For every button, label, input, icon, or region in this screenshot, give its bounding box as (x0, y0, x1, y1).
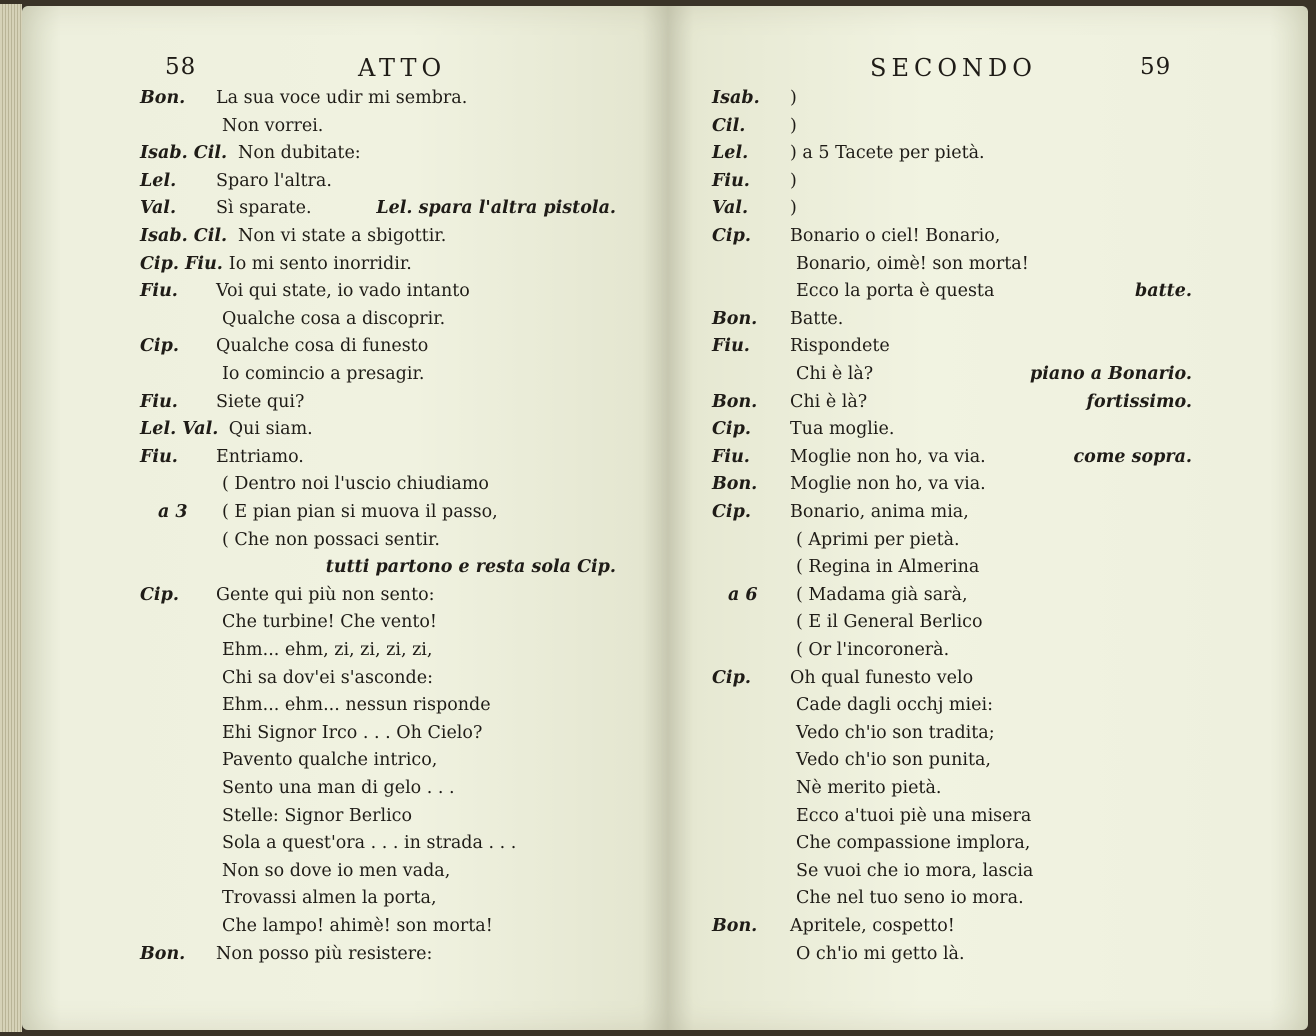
stage-direction: batte. (1135, 281, 1192, 302)
verse-line: Sparo l'altra. (216, 170, 332, 191)
verse-line: Qualche cosa di funesto (216, 336, 429, 357)
speaker-label: Cip. (712, 667, 751, 688)
speaker-label: Cip. (712, 419, 751, 440)
verse-line: Voi qui state, io vado intanto (216, 281, 470, 302)
verse-line: ( Aprimi per pietà. (796, 529, 960, 550)
ensemble-mark: a 3 (158, 502, 188, 522)
verse-line: Trovassi almen la porta, (222, 888, 437, 909)
running-head: SECONDO (870, 54, 1037, 82)
verse-line: Apritele, cospetto! (790, 916, 955, 936)
verse-line: Bonario, anima mia, (790, 502, 969, 522)
verse-line: ( Dentro noi l'uscio chiudiamo (222, 474, 489, 495)
speaker-label: Fiu. (140, 281, 178, 302)
verse-line: ) (790, 88, 797, 108)
speaker-label: Cip. (712, 226, 751, 246)
speaker-label: Isab. Cil. (140, 226, 228, 246)
verse-line: ) (790, 170, 797, 191)
verse-line: Che nel tuo seno io mora. (796, 888, 1024, 909)
speaker-label: Isab. (712, 88, 760, 108)
verse-line: Che turbine! Che vento! (222, 612, 437, 633)
verse-line: Che compassione implora, (796, 833, 1031, 854)
verse-line: Ecco la porta è questa (796, 281, 995, 302)
verse-line: Gente qui più non sento: (216, 584, 435, 605)
verse-line: Chi sa dov'ei s'asconde: (222, 667, 434, 688)
verse-line: ( Regina in Almerina (796, 557, 980, 578)
speaker-label: Cip. Fiu. (140, 253, 223, 274)
speaker-label: Val. (140, 198, 177, 219)
verse-line: Non so dove io men vada, (222, 860, 451, 881)
verse-line: Ecco a'tuoi piè una misera (796, 805, 1032, 826)
verse-line: Io mi sento inorridir. (228, 253, 412, 274)
verse-line: Non vi state a sbigottir. (238, 226, 447, 246)
verse-line: Qualche cosa a discoprir. (222, 308, 446, 329)
left-page (22, 6, 668, 1030)
verse-line: Io comincio a presagir. (222, 364, 425, 384)
verse-line: Moglie non ho, va via. (790, 446, 986, 467)
verse-line: Se vuoi che io mora, lascia (796, 860, 1034, 881)
verse-line: Siete qui? (216, 391, 305, 412)
verse-line: ( E pian pian si muova il passo, (222, 502, 498, 522)
verse-line: Chi è là? (796, 364, 874, 384)
verse-line: Non posso più resistere: (216, 943, 433, 964)
verse-line: Stelle: Signor Berlico (222, 805, 413, 826)
speaker-label: Val. (712, 198, 749, 219)
verse-line: Chi è là? (790, 391, 868, 412)
verse-line: Non vorrei. (222, 115, 324, 136)
speaker-label: Bon. (712, 308, 758, 329)
verse-line: Ehm... ehm... nessun risponde (222, 695, 491, 716)
stage-direction: Lel. spara l'altra pistola. (376, 198, 616, 219)
verse-line: Ehm... ehm, zi, zi, zi, zi, (222, 640, 433, 660)
verse-line: ( Or l'incoronerà. (796, 640, 950, 660)
verse-line: Qui siam. (228, 419, 313, 440)
page-number: 58 (165, 54, 197, 80)
verse-line: Moglie non ho, va via. (790, 474, 986, 495)
verse-line: Batte. (790, 308, 844, 329)
stage-direction: piano a Bonario. (1030, 364, 1192, 384)
verse-line: Bonario o ciel! Bonario, (790, 226, 1001, 246)
stage-direction: fortissimo. (1086, 391, 1192, 412)
verse-line: Che lampo! ahimè! son morta! (222, 916, 493, 936)
verse-line: Sola a quest'ora . . . in strada . . . (222, 833, 517, 854)
verse-line: Oh qual funesto velo (790, 667, 974, 688)
speaker-label: Cip. (140, 584, 179, 605)
verse-line: Cade dagli occhj miei: (796, 695, 993, 716)
verse-line: Vedo ch'io son tradita; (796, 722, 995, 743)
verse-line: Nè merito pietà. (796, 778, 942, 798)
stage-direction: tutti partono e resta sola Cip. (325, 557, 616, 578)
right-page (668, 6, 1308, 1030)
verse-line: Sì sparate. (216, 198, 312, 219)
speaker-label: Bon. (712, 916, 758, 936)
verse-line: O ch'io mi getto là. (796, 943, 965, 964)
speaker-label: Bon. (712, 391, 758, 412)
verse-line: Non dubitate: (238, 143, 361, 164)
verse-line: ) (790, 115, 797, 136)
speaker-label: Fiu. (712, 170, 750, 191)
verse-line: ) (790, 198, 797, 219)
verse-line: Bonario, oimè! son morta! (796, 253, 1029, 274)
verse-line: Vedo ch'io son punita, (796, 750, 991, 771)
verse-line: ( Che non possaci sentir. (222, 529, 440, 550)
speaker-label: Lel. (712, 143, 749, 164)
page-edges (0, 4, 22, 1032)
speaker-label: Cip. (140, 336, 179, 357)
running-head: ATTO (358, 54, 447, 82)
speaker-label: Fiu. (712, 446, 750, 467)
speaker-label: Bon. (140, 88, 186, 108)
page-number: 59 (1140, 54, 1172, 80)
verse-line: Rispondete (790, 336, 890, 357)
speaker-label: Bon. (140, 943, 186, 964)
verse-line: ) a 5 Tacete per pietà. (790, 143, 985, 164)
speaker-label: Fiu. (140, 446, 178, 467)
verse-line: ( E il General Berlico (796, 612, 983, 633)
speaker-label: Cil. (712, 115, 746, 136)
verse-line: Pavento qualche intrico, (222, 750, 438, 771)
speaker-label: Fiu. (712, 336, 750, 357)
verse-line: La sua voce udir mi sembra. (216, 88, 468, 108)
stage-direction: come sopra. (1073, 446, 1192, 467)
verse-line: Tua moglie. (790, 419, 895, 440)
speaker-label: Bon. (712, 474, 758, 495)
speaker-label: Lel. Val. (140, 419, 219, 440)
speaker-label: Lel. (140, 170, 177, 191)
speaker-label: Isab. Cil. (140, 143, 228, 164)
verse-line: ( Madama già sarà, (796, 584, 968, 605)
verse-line: Ehi Signor Irco . . . Oh Cielo? (222, 722, 483, 743)
speaker-label: Cip. (712, 502, 751, 522)
ensemble-mark: a 6 (728, 584, 758, 605)
verse-line: Sento una man di gelo . . . (222, 778, 455, 798)
speaker-label: Fiu. (140, 391, 178, 412)
verse-line: Entriamo. (216, 446, 304, 467)
